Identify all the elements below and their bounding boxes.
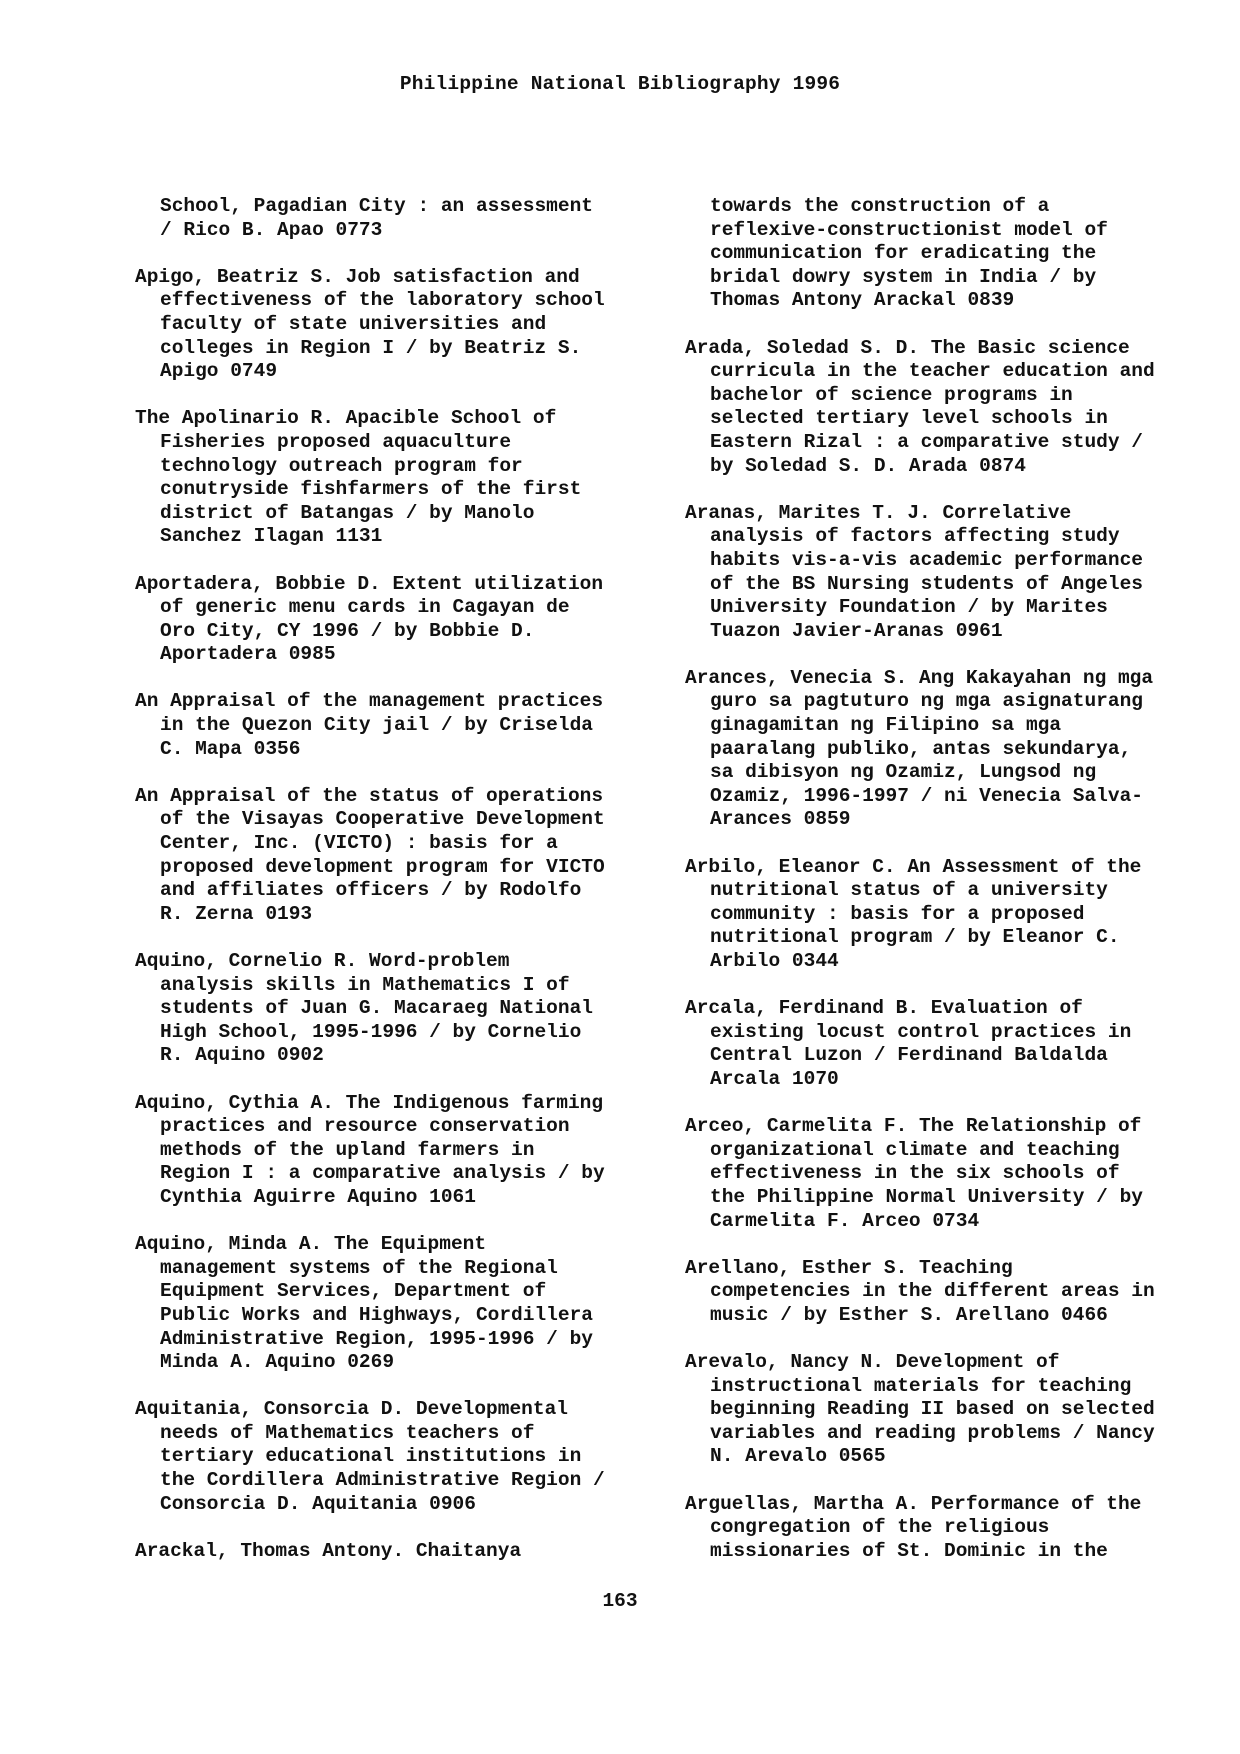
running-head: Philippine National Bibliography 1996: [399, 73, 841, 95]
bibliography-entry: Aranas, Marites T. J. Correlative analysis of factors affecting study habits vis-a-vis academic performance of the BS Nursing students of Angeles University Foundation / by Marites Tuazon Javier-Aranas 0961: [685, 501, 1143, 642]
bibliography-entry: An Appraisal of the management practices in the Quezon City jail / by Criselda C. Mapa 0356: [135, 690, 604, 760]
bibliography-entry: Arcala, Ferdinand B. Evaluation of existing locust control practices in Central Luzon / Ferdinand Baldalda Arcala 1070: [685, 997, 1132, 1090]
bibliography-entry: Arellano, Esther S. Teaching competencies in the different areas in music / by Esther S. Arellano 0466: [685, 1256, 1155, 1326]
bibliography-entry: Aportadera, Bobbie D. Extent utilization of generic menu cards in Cagayan de Oro City, CY 1996 / by Bobbie D. Aportadera 0985: [135, 572, 604, 666]
bibliography-entry: Aquitania, Consorcia D. Developmental needs of Mathematics teachers of tertiary educational institutions in the Cordillera Administrative Region / Consorcia D. Aquitania 0906: [135, 1398, 605, 1515]
page-number: 163: [602, 1590, 638, 1612]
bibliography-entry: Aquino, Cornelio R. Word-problem analysis skills in Mathematics I of students of Juan G. Macaraeg National High School, 1995-1996 / by Cornelio R. Aquino 0902: [135, 950, 593, 1067]
left-column: [135, 195, 655, 1587]
bibliography-entry: Arada, Soledad S. D. The Basic science curricula in the teacher education and bachelor of science programs in selected tertiary level schools in Eastern Rizal : a comparative study / by Soledad S. D. Arada 0874: [685, 336, 1155, 477]
bibliography-entry: Aquino, Cythia A. The Indigenous farming practices and resource conservation methods of the upland farmers in Region I : a comparative analysis / by Cynthia Aguirre Aquino 1061: [135, 1091, 605, 1208]
bibliography-entry: Arceo, Carmelita F. The Relationship of organizational climate and teaching effectiveness in the six schools of the Philippine Normal University / by Carmelita F. Arceo 0734: [685, 1115, 1143, 1232]
bibliography-entry: School, Pagadian City : an assessment / Rico B. Apao 0773: [160, 195, 593, 241]
bibliography-entry: Arances, Venecia S. Ang Kakayahan ng mga guro sa pagtuturo ng mga asignaturang ginagamitan ng Filipino sa mga paaralang publiko, antas sekundarya, sa dibisyon ng Ozamiz, Lungsod ng Ozamiz, 1996-1997 / ni Venecia Salva- Arances 0859: [685, 666, 1154, 831]
bibliography-entry: Arackal, Thomas Antony. Chaitanya: [135, 1539, 522, 1562]
bibliography-entry: towards the construction of a reflexive-constructionist model of communication for eradicating the bridal dowry system in India / by Thomas Antony Arackal 0839: [710, 195, 1108, 312]
bibliography-entry: Arguellas, Martha A. Performance of the congregation of the religious missionaries of St. Dominic in the: [685, 1492, 1142, 1562]
right-column: [685, 195, 1205, 1587]
bibliography-entry: Apigo, Beatriz S. Job satisfaction and effectiveness of the laboratory school faculty of state universities and colleges in Region I / by Beatriz S. Apigo 0749: [135, 265, 605, 383]
bibliography-entry: Arbilo, Eleanor C. An Assessment of the nutritional status of a university community : basis for a proposed nutritional program / by Eleanor C. Arbilo 0344: [685, 855, 1142, 972]
bibliography-entry: The Apolinario R. Apacible School of Fisheries proposed aquaculture technology outreach program for conutryside fishfarmers of the first district of Batangas / by Manolo Sanchez Ilagan 1131: [135, 407, 582, 548]
bibliography-entry: Arevalo, Nancy N. Development of instructional materials for teaching beginning Reading II based on selected variables and reading problems / Nancy N. Arevalo 0565: [685, 1351, 1155, 1468]
bibliography-entry: Aquino, Minda A. The Equipment management systems of the Regional Equipment Services, Department of Public Works and Highways, Cordillera Administrative Region, 1995-1996 / by Minda A. Aquino 0269: [135, 1233, 593, 1374]
bibliography-entry: An Appraisal of the status of operations of the Visayas Cooperative Development Center, Inc. (VICTO) : basis for a proposed development program for VICTO and affiliates officers / by Rodolfo R. Zerna 0193: [135, 784, 605, 925]
